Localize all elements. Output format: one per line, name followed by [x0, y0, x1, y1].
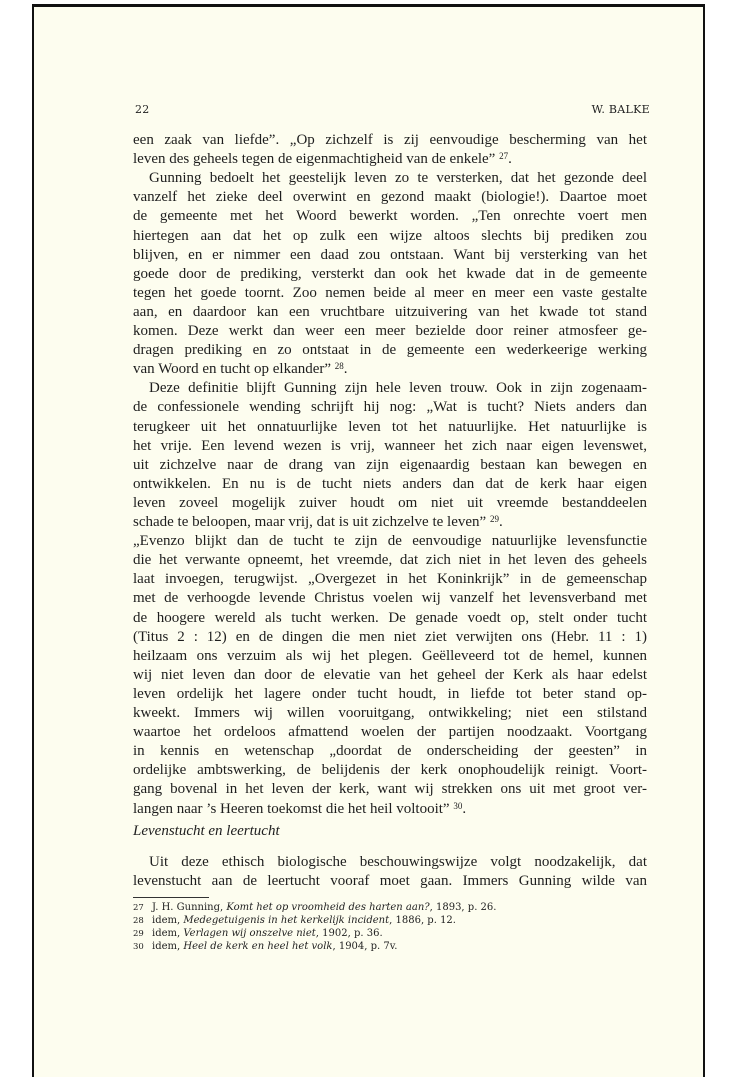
line-text: laat invoegen, terugwijst. „Overgezet in het Koninkrijk” in de gemeenschap — [133, 571, 647, 588]
text-line — [133, 551, 647, 570]
text-line — [133, 761, 647, 780]
footnote-title: Medegetuigenis in het kerkelijk incident — [183, 915, 390, 926]
punctuation: . — [343, 361, 348, 378]
footnote-details: , 1904, p. 7v. — [332, 941, 398, 952]
text-line — [133, 800, 647, 819]
line-text: leven ordelijk het lagere onder tucht houdt, in liefde tot beter stand op- — [133, 685, 647, 702]
line-text: ontwikkelen. En nu is de tucht niets anders dan dat de kerk haar eigen — [133, 475, 647, 492]
line-text: goede door de prediking, versterkt dan ook het kwade dat in de gemeente — [133, 265, 647, 282]
text-line — [133, 131, 647, 150]
line-text: van Woord en tucht op elkander” — [133, 361, 332, 378]
line-text: gang bovenal in het leven der kerk, want wij strekken ons uit met groot ver- — [133, 781, 647, 798]
text-line — [133, 246, 647, 265]
text-line — [133, 284, 647, 303]
line-text: in kennis en wetenschap „doordat de onderscheiding der geesten” in — [133, 743, 647, 760]
text-line — [133, 513, 647, 532]
text-line — [133, 780, 647, 799]
text-line — [133, 685, 647, 704]
line-text: uit zichzelve naar de drang van zijn eigenaardig bestaan kan bewegen en — [133, 456, 647, 473]
footnote-number: 30 — [133, 942, 144, 952]
text-line — [133, 169, 647, 188]
line-text: wij niet leven dan door de elevatie van het geheel der Kerk als haar edelst — [133, 666, 647, 683]
footnote-reference: 29 — [489, 514, 499, 524]
line-text: levenstucht aan de leertucht vooraf moet gaan. Immers Gunning wilde van — [133, 873, 647, 890]
footnote-title: Komt het op vroomheid des harten aan? — [226, 902, 430, 913]
footnote-number: 29 — [133, 929, 144, 939]
text-line — [133, 853, 647, 872]
line-text: Uit deze ethisch biologische beschouwingswijze volgt noodzakelijk, dat — [149, 854, 647, 870]
text-line — [133, 628, 647, 647]
footnote-author: idem, — [152, 928, 184, 939]
line-text: de gemeente met het Woord bewerkt worden. „Ten onrechte voert men — [133, 208, 647, 225]
text-line — [133, 494, 647, 513]
footnote — [133, 901, 496, 914]
section-heading: Levenstucht en leertucht — [133, 823, 280, 839]
footnote-rule — [133, 897, 209, 898]
footnote-number: 28 — [133, 916, 144, 926]
text-line — [133, 742, 647, 761]
text-line — [133, 704, 647, 723]
footnote-title: Heel de kerk en heel het volk — [183, 941, 333, 952]
footnote-title: Verlagen wij onszelve niet — [183, 928, 316, 939]
line-text: leven des geheels tegen de eigenmachtigheid van de enkele” — [133, 151, 496, 168]
text-line — [133, 570, 647, 589]
line-text: „Evenzo blijkt dan de tucht te zijn de eenvoudige natuurlijke levensfunctie — [133, 533, 647, 550]
text-line — [133, 265, 647, 284]
text-line — [133, 532, 647, 551]
line-text: ordelijke ambtswerking, de belijdenis der kerk onophoudelijk reinigt. Voort- — [133, 762, 647, 779]
line-text: waartoe het ordeloos afmattend woelen der partijen noodzaakt. Voortgang — [133, 724, 647, 741]
line-text: langen naar ’s Heeren toekomst die het heil voltooit” — [133, 800, 450, 817]
footnote-details: , 1886, p. 12. — [389, 915, 456, 926]
line-text: de confessionele wending schrijft hij nog: „Wat is tucht? Niets anders dan — [133, 399, 647, 416]
line-text: hiertegen aan dat het op zulk een wijze altoos slechts bij prediken zou — [133, 227, 647, 244]
text-line — [133, 456, 647, 475]
text-line — [133, 207, 647, 226]
text-line — [133, 360, 647, 379]
line-text: dragen prediking en zo ontstaat in de gemeente een wederkeerige werking — [133, 342, 647, 359]
text-line — [133, 437, 647, 456]
line-text: een zaak van liefde”. „Op zichzelf is zij eenvoudige bescherming van het — [133, 132, 647, 148]
text-line — [133, 150, 647, 169]
line-text: kweekt. Immers wij willen vooruitgang, ontwikkeling; niet een stilstand — [133, 705, 647, 721]
footnote — [133, 940, 397, 953]
page-number: 22 — [135, 103, 150, 116]
line-text: heilzaam ons verzuim als wij het plegen. Geëlleveerd tot de hemel, kunnen — [133, 647, 647, 664]
text-line — [133, 188, 647, 207]
footnote-number: 27 — [133, 903, 144, 913]
running-head: W. BALKE — [591, 103, 650, 116]
text-line — [133, 589, 647, 608]
footnote-details: , 1893, p. 26. — [429, 902, 497, 913]
text-line — [133, 872, 647, 891]
line-text: de hoogere wereld als tucht werken. De genade voedt op, stelt onder tucht — [133, 609, 647, 626]
text-line — [133, 647, 647, 666]
text-line — [133, 398, 647, 417]
footnote-author: idem, — [152, 941, 184, 952]
line-text: die het verwante opneemt, het vreemde, dat zich niet in het leven des geheels — [133, 552, 647, 569]
line-text: schade te beloopen, maar vrij, dat is uit zichzelve te leven” — [133, 514, 487, 530]
text-line — [133, 723, 647, 742]
footnote-reference: 27 — [499, 151, 509, 162]
line-text: aan, en daardoor kan een vruchtbare uitzuivering van het kwade tot stand — [133, 303, 647, 320]
line-text: Gunning bedoelt het geestelijk leven zo te versterken, dat het gezonde deel — [149, 170, 647, 187]
footnote-author: J. H. Gunning, — [152, 902, 227, 913]
punctuation: . — [462, 800, 467, 817]
punctuation: . — [498, 514, 503, 530]
footnote-author: idem, — [152, 915, 184, 926]
text-line — [133, 418, 647, 437]
footnote-details: , 1902, p. 36. — [315, 928, 383, 939]
line-text: tegen het goede toornt. Zoo nemen beide al meer en meer een vaste gestalte — [133, 284, 647, 301]
line-text: het vrije. Een levend wezen is vrij, wanneer het zich naar eigen levenswet, — [133, 437, 647, 454]
text-line — [133, 609, 647, 628]
punctuation: . — [508, 151, 512, 168]
line-text: (Titus 2 : 12) en de dingen die men niet ziet verwijten ons (Hebr. 11 : 1) — [133, 628, 647, 645]
text-line — [133, 666, 647, 685]
line-text: blijven, en er nimmer een daad zou ontstaan. Want bij versterking van het — [133, 246, 647, 263]
text-line — [133, 379, 647, 398]
line-text: met de verhoogde levende Christus voelen wij vanzelf het levensverband met — [133, 590, 647, 607]
line-text: vanzelf het zieke deel overwint en gezond maakt (biologie!). Daartoe moet — [133, 189, 647, 206]
text-line — [133, 341, 647, 360]
line-text: komen. Deze werkt dan weer een meer bezielde door reiner atmosfeer ge- — [133, 323, 647, 339]
text-line — [133, 475, 647, 494]
footnote — [133, 914, 456, 927]
footnote-reference: 30 — [453, 800, 463, 811]
footnote — [133, 927, 383, 940]
line-text: leven zoveel mogelijk zuiver houdt om niet uit vreemde bestanddeelen — [133, 494, 647, 511]
line-text: Deze definitie blijft Gunning zijn hele leven trouw. Ook in zijn zogenaam- — [149, 380, 647, 397]
text-line — [133, 227, 647, 246]
text-line — [133, 303, 647, 322]
text-line — [133, 322, 647, 341]
footnote-reference: 28 — [334, 361, 344, 372]
line-text: terugkeer uit het onnatuurlijke leven tot het natuurlijke. Het natuurlijke is — [133, 418, 647, 435]
